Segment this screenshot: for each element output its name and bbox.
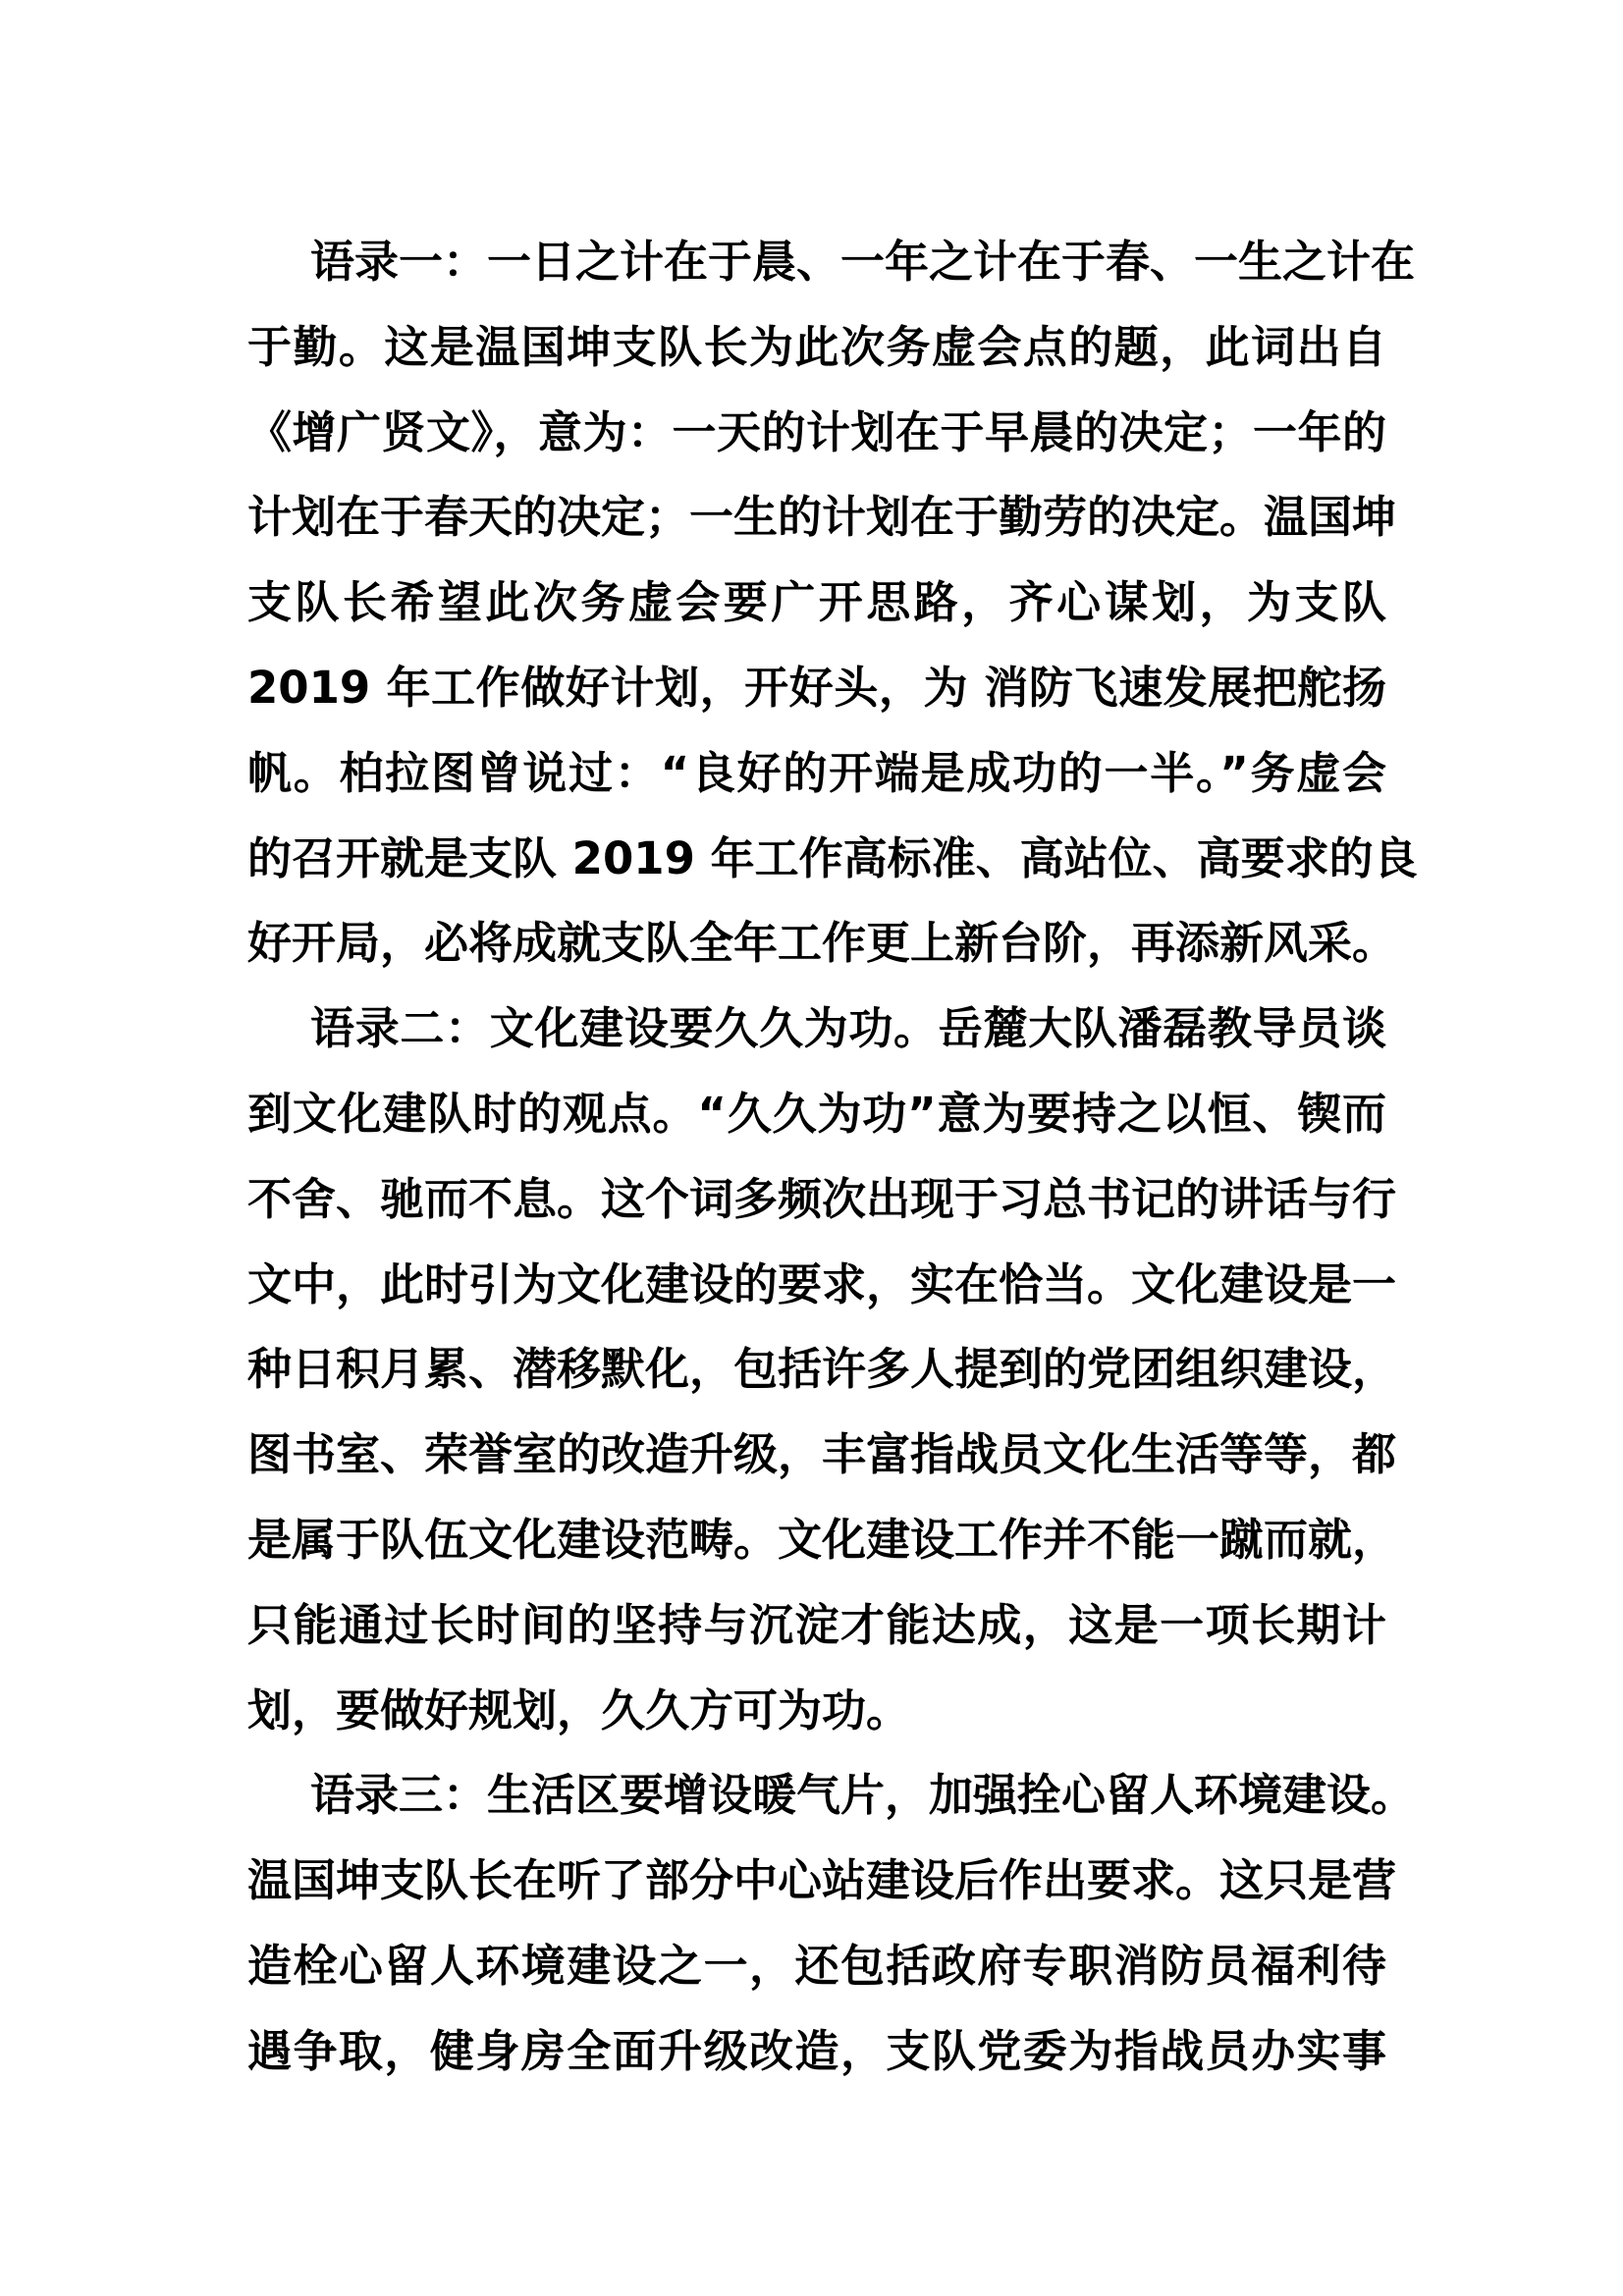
text-line: 不舍、驰而不息。这个词多频次出现于习总书记的讲话与行 — [247, 1172, 1397, 1225]
text-line: 图书室、荣誉室的改造升级，丰富指战员文化生活等等，都 — [247, 1428, 1397, 1481]
document-page — [247, 220, 1418, 2095]
text-line: 语录三：生活区要增设暖气片，加强拴心留人环境建设。 — [310, 1769, 1416, 1822]
text-line: 语录一：一日之计在于晨、一年之计在于春、一生之计在 — [310, 236, 1416, 288]
text-line: 造栓心留人环境建设之一，还包括政府专职消防员福利待 — [247, 1939, 1386, 1992]
text-line: 种日积月累、潜移默化，包括许多人提到的党团组织建设， — [247, 1343, 1397, 1396]
text-line: 的召开就是支队 2019 年工作高标准、高站位、高要求的良 — [247, 831, 1418, 884]
text-line: 到文化建队时的观点。“久久为功”意为要持之以恒、锲而 — [247, 1087, 1386, 1140]
text-line: 于勤。这是温国坤支队长为此次务虚会点的题，此词出自 — [247, 320, 1386, 373]
text-line: 2019 年工作做好计划，开好头，为 消防飞速发展把舵扬 — [247, 661, 1386, 714]
text-line: 只能通过长时间的坚持与沉淀才能达成，这是一项长期计 — [247, 1598, 1386, 1651]
text-line: 计划在于春天的决定；一生的计划在于勤劳的决定。温国坤 — [247, 491, 1397, 544]
text-line: 支队长希望此次务虚会要广开思路，齐心谋划，为支队 — [247, 576, 1386, 629]
text-line: 好开局，必将成就支队全年工作更上新台阶，再添新风采。 — [247, 917, 1397, 970]
paragraph — [247, 987, 1397, 1753]
text-line: 文中，此时引为文化建设的要求，实在恰当。文化建设是一 — [247, 1257, 1397, 1310]
text-line: 是属于队伍文化建设范畴。文化建设工作并不能一蹴而就， — [247, 1513, 1397, 1566]
text-line: 语录二：文化建设要久久为功。岳麓大队潘磊教导员谈 — [310, 1002, 1386, 1055]
text-line: 温国坤支队长在听了部分中心站建设后作出要求。这只是营 — [247, 1854, 1397, 1907]
text-line: 帆。柏拉图曾说过：“良好的开端是成功的一半。”务虚会 — [247, 746, 1386, 799]
paragraph — [247, 1753, 1416, 2094]
text-line: 遇争取，健身房全面升级改造，支队党委为指战员办实事 — [247, 2024, 1386, 2077]
text-line: 《增广贤文》，意为：一天的计划在于早晨的决定；一年的 — [247, 405, 1386, 458]
paragraph — [247, 220, 1418, 987]
text-line: 划，要做好规划，久久方可为功。 — [247, 1683, 911, 1736]
